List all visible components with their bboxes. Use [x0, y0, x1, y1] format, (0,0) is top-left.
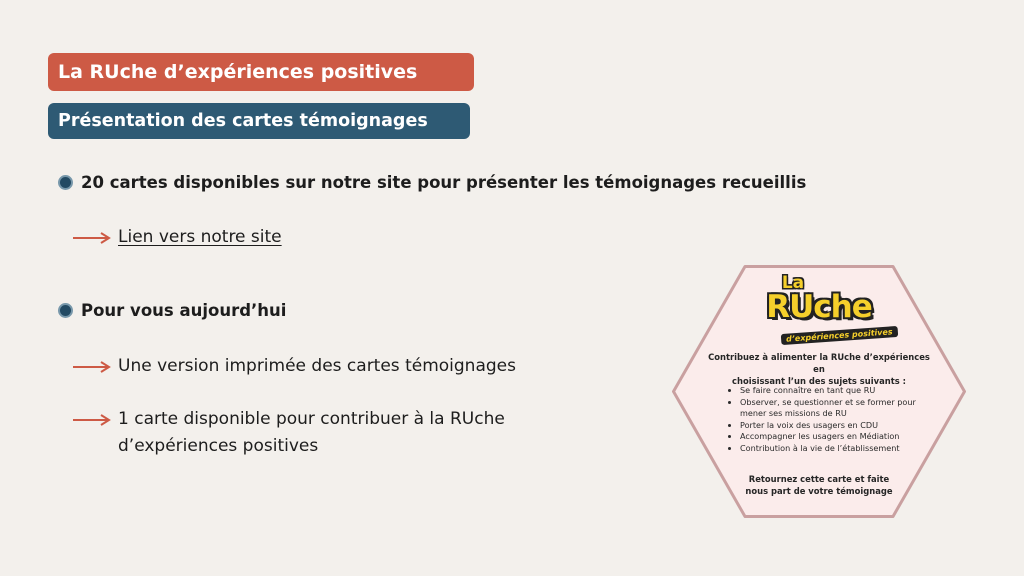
ruche-logo	[672, 275, 966, 342]
contribute-card-line-1: 1 carte disponible pour contribuer à la RUche	[118, 409, 505, 429]
list-item: • Accompagner les usagers en Médiation	[740, 431, 940, 443]
card-outro-line-2: nous part de votre témoignage	[745, 486, 893, 496]
right-arrow-icon	[72, 224, 112, 251]
card-intro-line-1: Contribuez à alimenter la RUche d’expériences en	[708, 352, 930, 374]
card-outro-line-1: Retournez cette carte et faite	[748, 474, 890, 484]
bullet-cards-available	[58, 173, 806, 192]
right-arrow-icon	[72, 406, 112, 433]
site-link[interactable]: Lien vers notre site	[118, 227, 282, 247]
card-intro	[702, 351, 936, 387]
bullet-dot-icon	[58, 175, 73, 190]
bullet-cards-text: 20 cartes disponibles sur notre site pour présenter les témoignages recueillis	[81, 173, 807, 192]
bullet-for-today	[58, 301, 286, 320]
list-item: mener ses missions de RU	[740, 408, 847, 418]
list-item: • Observer, se questionner et se former pour	[740, 397, 940, 409]
logo-ruche: RUche	[766, 289, 872, 325]
list-item: • Porter la voix des usagers en CDU	[740, 420, 940, 432]
logo-subtitle: d’expériences positives	[780, 326, 897, 345]
card-intro-line-2: choisissant l’un des sujets suivants :	[732, 376, 906, 386]
card-topics-list	[729, 385, 940, 454]
list-item	[72, 353, 516, 380]
site-link-row	[72, 224, 282, 251]
contribute-card-line-2: d’expériences positives	[118, 436, 319, 456]
contribution-card	[672, 265, 966, 518]
bullet-for-today-text: Pour vous aujourd’hui	[81, 301, 287, 320]
list-item	[72, 406, 505, 460]
page-subtitle: Présentation des cartes témoignages	[48, 103, 470, 139]
right-arrow-icon	[72, 353, 112, 380]
logo-la: La	[781, 273, 805, 293]
bullet-dot-icon	[58, 303, 73, 318]
printed-cards-text: Une version imprimée des cartes témoignages	[118, 356, 516, 376]
card-outro	[712, 473, 926, 497]
list-item: • Contribution à la vie de l’établissement	[740, 443, 940, 455]
list-item: • Se faire connaître en tant que RU	[740, 385, 940, 397]
contribute-card-text	[118, 406, 505, 460]
page-title: La RUche d’expériences positives	[48, 53, 474, 91]
